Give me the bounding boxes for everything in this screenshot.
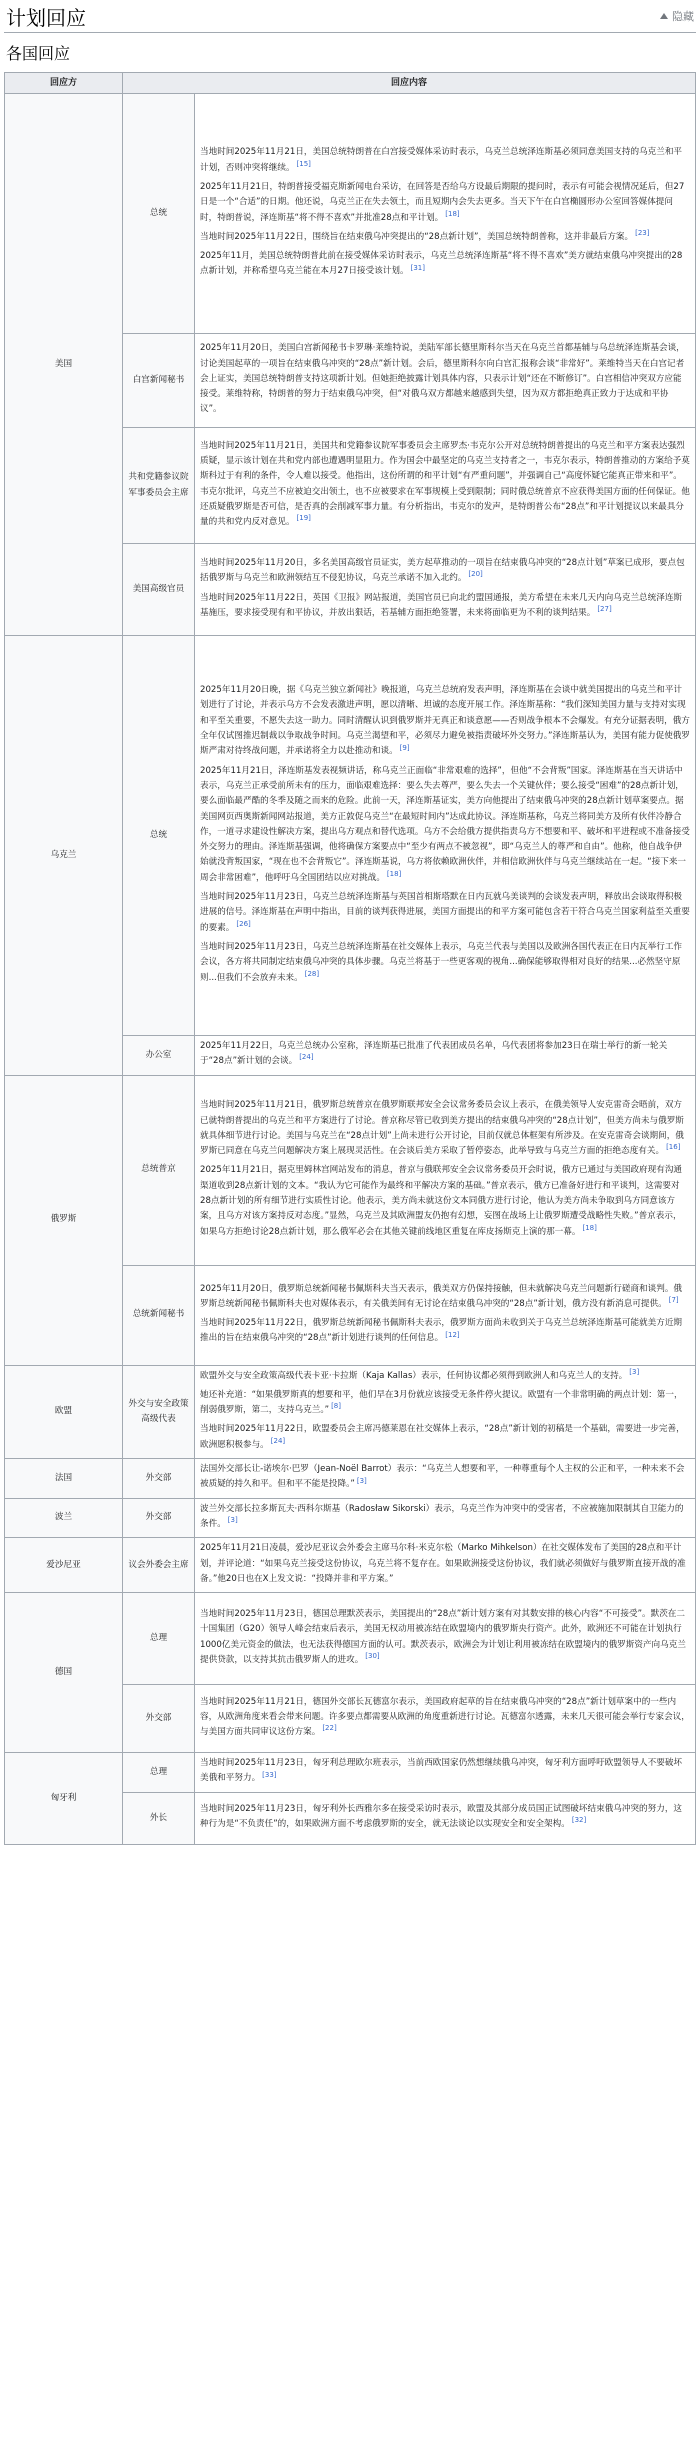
citation-link[interactable]: [12]: [445, 1330, 460, 1339]
role-cell: 外长: [123, 1792, 195, 1844]
response-text: 2025年11月22日，乌克兰总统办公室称，泽连斯基已批准了代表团成员名单，乌代表团将参加23日在瑞士举行的新一轮关于“28点”新计划的会谈。: [200, 1041, 668, 1067]
citation-link[interactable]: [32]: [571, 1816, 587, 1825]
role-cell: 总理: [123, 1753, 195, 1793]
response-text: 2025年11月21日，特朗普接受福克斯新闻电台采访，在回答是否给乌方设最后期限的提问时，表示有可能会视情况延后，但27日是一个“合适”的日期。他还说，乌克兰正在失去领土，而且短期内会失去更多。当天下午在白宫椭圆形办公室回答媒体提问时，特朗普说，泽连斯基“将不得不喜欢”并批准28点和平计划。: [200, 181, 685, 223]
response-text: 当地时间2025年11月23日，乌克兰总统泽连斯基与英国首相斯塔默在日内瓦就乌美谈判的会谈发表声明，释放出会谈取得积极进展的信号。泽连斯基在声明中指出，目前的谈判获得进展，美国方面提出的和平方案可能包含若干符合乌克兰国家利益至关重要的要素。: [200, 892, 690, 933]
party-cell: 德国: [5, 1593, 123, 1753]
content-cell: [195, 94, 696, 334]
content-cell: [195, 428, 696, 544]
response-text: 波兰外交部长拉多斯瓦夫·西科尔斯基（Radosław Sikorski）表示，乌克兰作为冲突中的受害者，不应被施加限制其自卫能力的条件。: [200, 1503, 684, 1529]
header-party: 回应方: [5, 73, 123, 94]
response-paragraph: [200, 249, 690, 280]
party-cell: 爱沙尼亚: [5, 1538, 123, 1593]
section-header: [4, 0, 696, 33]
response-paragraph: [200, 1802, 690, 1833]
citation-link[interactable]: [23]: [635, 228, 650, 237]
citation-link[interactable]: [27]: [597, 604, 612, 613]
citation-link[interactable]: [28]: [304, 969, 320, 978]
response-text: 当地时间2025年11月23日，乌克兰总统泽连斯基在社交媒体上表示，乌克兰代表与美国以及欧洲各国代表正在日内瓦举行工作会议，各方将共同制定结束俄乌冲突的具体步骤。乌克兰将基于一些更客观的视角...确保能够取得相对良好的结果...必然坚守原则...但我们不会放弃未来。: [200, 941, 683, 983]
response-paragraph: [200, 1462, 690, 1493]
content-cell: [195, 1593, 696, 1685]
response-text: 当地时间2025年11月21日，德国外交部长瓦德富尔表示，美国政府起草的旨在结束俄乌冲突的“28点”新计划草案中的一些内容，从欧洲角度来看会带来问题。许多要点都需要从欧洲的角度重新进行讨论。瓦德富尔透露，未来几天很可能会举行专家会议，与美国方面共同审议这份方案。: [200, 1696, 690, 1738]
response-paragraph: [200, 230, 690, 245]
response-text: 当地时间2025年11月22日，欧盟委员会主席冯德莱恩在社交媒体上表示，“28点”新计划的初稿是一个基础，需要进一步完善，欧洲愿积极参与。: [200, 1424, 685, 1450]
response-text: 2025年11月20日晚，据《乌克兰独立新闻社》晚报道，乌克兰总统府发表声明，泽连斯基在会谈中就美国提出的乌克兰和平计划进行了讨论，并表示乌方不会发表激进声明，愿以清晰、坦诚的态度开展工作。泽连斯基称：“我们深知美国力量与支持对实现和平至关重要，不愿失去这一助力。同时清醒认识到俄罗斯并无真正和谈意愿——否则战争根本不会爆发。有充分证据表明，俄方全年仅试图推迟制裁以争取战争时间。乌克兰渴望和平，必须尽力避免被指责破坏外交努力。”泽连斯基认为，美国有能力促使俄罗斯严肃对待终战问题，并承诺将全力以赴推动和谈。: [200, 685, 690, 757]
subsection-title: 各国回应: [6, 44, 71, 63]
response-text: 2025年11月20日，俄罗斯总统新闻秘书佩斯科夫当天表示，俄美双方仍保持接触，但未就解决乌克兰问题新行磋商和谈判。俄罗斯总统新闻秘书佩斯科夫也对媒体表示，有关俄美间有无讨论在结束俄乌冲突的“28点”新计划，俄方没有新消息可提供。: [200, 1283, 683, 1309]
citation-link[interactable]: [9]: [399, 743, 410, 752]
content-cell: [195, 1538, 696, 1593]
party-cell: 波兰: [5, 1498, 123, 1538]
response-paragraph: [200, 145, 690, 176]
response-text: 当地时间2025年11月23日，德国总理默茨表示，美国提出的“28点”新计划方案有对其数安排的核心内容“不可接受”。默茨在二十国集团（G20）领导人峰会结束后表示，美国无权动用被冻结在欧盟境内的俄罗斯央行资产。此外，欧洲还不可能在计划执行1000亿美元资金的做法，也无法获得德国方面的认可。默茨表示，欧洲会为计划让利用被冻结在欧盟境内的俄罗斯资产向乌克兰提供贷款，以支持其抗击俄罗斯人的进攻。: [200, 1609, 686, 1665]
role-cell: 总统普京: [123, 1075, 195, 1265]
party-cell: 乌克兰: [5, 636, 123, 1076]
party-cell: 美国: [5, 94, 123, 636]
content-cell: [195, 334, 696, 428]
party-cell: 法国: [5, 1459, 123, 1499]
section-title: 计划回应: [6, 5, 86, 30]
table-row: [5, 636, 696, 1036]
responses-table: [4, 72, 696, 1845]
response-text: 当地时间2025年11月21日，美国总统特朗普在白宫接受媒体采访时表示，乌克兰总统泽连斯基必须同意美国支持的乌克兰和平计划，否则冲突将继续。: [200, 147, 683, 173]
response-paragraph: [200, 1316, 690, 1347]
table-body: [5, 94, 696, 1845]
response-paragraph: [200, 764, 690, 886]
collapse-label: 隐藏: [672, 10, 694, 23]
content-cell: [195, 1459, 696, 1499]
role-cell: 共和党籍参议院军事委员会主席: [123, 428, 195, 544]
citation-link[interactable]: [30]: [365, 1652, 380, 1661]
response-text: 当地时间2025年11月22日，英国《卫报》网站报道，美国官员已向北约盟国通报，美方希望在未来几天内向乌克兰总统泽连斯基施压，要求接受现有和平协议，并放出狠话，若基辅方面拒绝签署，未来将面临更为不利的谈判结果。: [200, 592, 683, 618]
content-cell: [195, 1792, 696, 1844]
response-paragraph: [200, 1369, 690, 1384]
response-paragraph: [200, 1098, 690, 1159]
citation-link[interactable]: [18]: [445, 209, 460, 218]
role-cell: 议会外委会主席: [123, 1538, 195, 1593]
role-cell: 总统: [123, 636, 195, 1036]
response-text: 当地时间2025年11月21日，美国共和党籍参议院军事委员会主席罗杰·韦克尔公开对总统特朗普提出的乌克兰和平方案表达强烈质疑，显示该计划在共和党内部也遭遇明显阻力。作为国会中最坚定的乌克兰支持者之一，韦克尔表示，特朗普推动的方案给予莫斯科过于有利的条件，令人难以接受。他指出，这份所谓的和平计划“有严重问题”，并强调自己“高度怀疑它能真正带来和平”。韦克尔批评，乌克兰不应被迫交出领土，也不应被要求在军事规模上受到限制；同时俄总统普京不应获得美国方面的任何保证。他还质疑俄罗斯是否可信，是否真的会削减军事力量。有分析指出，韦克尔的发声，是特朗普公布“28点”和平计划提议以来最具分量的共和党内反对意见。: [200, 440, 690, 528]
response-paragraph: [200, 890, 690, 936]
citation-link[interactable]: [18]: [582, 1223, 597, 1232]
response-text: 欧盟外交与安全政策高级代表卡亚·卡拉斯（Kaja Kallas）表示，任何协议都必须得到欧洲人和乌克兰人的支持。: [200, 1370, 628, 1381]
role-cell: 外交部: [123, 1459, 195, 1499]
table-row: [5, 1075, 696, 1265]
response-paragraph: [200, 1163, 690, 1239]
content-cell: [195, 636, 696, 1036]
response-paragraph: [200, 591, 690, 622]
content-cell: [195, 544, 696, 636]
response-text: 当地时间2025年11月23日，匈牙利总理欧尔班表示，当前西欧国家仍然想继续俄乌冲突，匈牙利方面呼吁欧盟领导人不要破坏美俄和平努力。: [200, 1758, 683, 1784]
response-paragraph: [200, 1282, 690, 1313]
response-text: 2025年11月，美国总统特朗普此前在接受媒体采访时表示，乌克兰总统泽连斯基“将不得不喜欢”美方就结束俄乌冲突提出的28点新计划，并称希望乌克兰能在本月27日接受该计划。: [200, 251, 683, 277]
response-paragraph: [200, 1607, 690, 1668]
citation-link[interactable]: [16]: [666, 1143, 681, 1152]
citation-link[interactable]: [24]: [299, 1053, 314, 1062]
response-paragraph: [200, 1388, 690, 1419]
header-content: 回应内容: [123, 73, 696, 94]
response-text: 当地时间2025年11月22日，俄罗斯总统新闻秘书佩斯科夫表示，俄罗斯方面尚未收到关于乌克兰总统泽连斯基可能就美方近期推出的旨在结束俄乌冲突的“28点”新计划进行谈判的任何信息。: [200, 1318, 683, 1344]
content-cell: [195, 1498, 696, 1538]
citation-link[interactable]: [3]: [629, 1367, 640, 1376]
table-row: [5, 1365, 696, 1458]
citation-link[interactable]: [3]: [356, 1476, 367, 1485]
response-paragraph: [200, 1541, 690, 1587]
response-paragraph: [200, 556, 690, 587]
response-text: 她还补充道：“如果俄罗斯真的想要和平，他们早在3月份就应该接受无条件停火提议。欧盟有一个非常明确的两点计划：第一，削弱俄罗斯，第二，支持乌克兰。”: [200, 1389, 683, 1416]
response-text: 2025年11月21日，据克里姆林宫网站发布的消息，普京与俄联邦安全会议常务委员开会时说，俄方已通过与美国政府现有沟通渠道收到28点新计划的文本。“我认为它可能作为最终和平解决方案的基础。”普京表示，俄方已准备好进行和平谈判，这需要对28点新计划的所有细节进行实质性讨论。他表示，美方尚未就这份文本同俄方进行讨论，他认为美方尚未争取到乌方同意该方案，且乌方对该方案持反对态度。”显然，乌克兰及其欧洲盟友仍抱有幻想，妄图在战场上让俄罗斯遭受战略性失败。”普京表示，如果乌方拒绝讨论28点新计划，那么俄军必会在其他关键前线地区重复在库皮扬斯克上演的那一幕。: [200, 1165, 683, 1237]
table-row: [5, 1498, 696, 1538]
response-text: 2025年11月21日凌晨，爱沙尼亚议会外委会主席马尔科·米克尔松（Marko Mihkelson）在社交媒体发布了美国的28点和平计划，并评论道：“如果乌克兰接受这份协议，乌克兰将不复存在。如果欧洲接受这份协议，我们就必须做好与俄罗斯直接开战的准备。”他20日也在X上发文说：“投降并非和平方案。”: [200, 1543, 686, 1584]
citation-link[interactable]: [20]: [468, 570, 483, 579]
citation-link[interactable]: [33]: [262, 1770, 277, 1779]
role-cell: 外交部: [123, 1685, 195, 1753]
table-row: [5, 1459, 696, 1499]
role-cell: 总统: [123, 94, 195, 334]
citation-link[interactable]: [8]: [331, 1402, 341, 1411]
response-paragraph: [200, 180, 690, 226]
table-row: [5, 94, 696, 334]
citation-link[interactable]: [24]: [270, 1436, 286, 1445]
party-cell: 匈牙利: [5, 1753, 123, 1845]
response-paragraph: [200, 1502, 690, 1533]
role-cell: 总统新闻秘书: [123, 1265, 195, 1365]
role-cell: 外交与安全政策高级代表: [123, 1365, 195, 1458]
party-cell: 俄罗斯: [5, 1075, 123, 1365]
response-paragraph: [200, 439, 690, 531]
table-row: [5, 1538, 696, 1593]
role-cell: 总理: [123, 1593, 195, 1685]
response-paragraph: [200, 1039, 690, 1070]
citation-link[interactable]: [31]: [410, 263, 425, 272]
response-text: 法国外交部长让-诺埃尔·巴罗（Jean-Noël Barrot）表示：“乌克兰人想要和平，一种尊重每个人主权的公正和平，一种未来不会被质疑的持久和平。但和平不能是投降。”: [200, 1464, 685, 1490]
citation-link[interactable]: [26]: [236, 919, 251, 928]
citation-link[interactable]: [7]: [668, 1295, 679, 1304]
content-cell: [195, 1685, 696, 1753]
citation-link[interactable]: [18]: [386, 869, 402, 878]
content-cell: [195, 1265, 696, 1365]
citation-link[interactable]: [22]: [322, 1724, 337, 1733]
table-header-row: [5, 73, 696, 94]
response-paragraph: [200, 940, 690, 986]
role-cell: 美国高级官员: [123, 544, 195, 636]
table-row: [5, 1753, 696, 1793]
citation-link[interactable]: [15]: [296, 159, 311, 168]
response-text: 当地时间2025年11月20日，多名美国高级官员证实，美方起草推动的一项旨在结束俄乌冲突的“28点计划”草案已成形，要点包括俄罗斯与乌克兰和欧洲领结互不侵犯协议，乌克兰承诺不加入北约。: [200, 557, 685, 584]
role-cell: 外交部: [123, 1498, 195, 1538]
content-cell: [195, 1753, 696, 1793]
response-text: 当地时间2025年11月22日，围绕旨在结束俄乌冲突提出的“28点新计划”，美国总统特朗普称，这并非最后方案。: [200, 231, 634, 242]
citation-link[interactable]: [3]: [227, 1516, 238, 1525]
collapse-arrow-icon: [660, 13, 668, 19]
response-paragraph: [200, 1422, 690, 1453]
response-text: 2025年11月21日，泽连斯基发表视频讲话，称乌克兰正面临“非常艰难的选择”，但他“不会背叛”国家。泽连斯基在当天讲话中表示，乌克兰正承受前所未有的压力，面临艰难选择：要么失去尊严，要么失去一个关键伙伴；要么接受“困难”的28点新计划，要么面临最严酷的冬季及随之而来的危险。此前一天，泽连斯基证实，美方向他提出了结束俄乌冲突的28点新计划草案要点。据美国网页西奥斯新闻网站报道，美方正敦促乌克兰“在最短时间内”达成此协议。泽连斯基称，乌克兰将同美方及所有伙伴冷静合作，一道寻求建设性解决方案，提出乌方观点和替代选项。乌方不会给俄方提供指责乌方不想要和平、破坏和平进程或不准备接受外交努力的理由。泽连斯基强调，他将确保方案要点中“至少有两点不被忽视”，即“乌克兰人的尊严和自由”。他称，他自战争伊始就没背叛国家，“现在也不会背叛它”。泽连斯基说，乌方将依赖欧洲伙伴，并相信欧洲伙伴与乌克兰继续站在一起。“接下来一周会非常困难”，他呼吁乌全国团结以应对挑战。: [200, 765, 690, 883]
response-text: 2025年11月20日，美国白宫新闻秘书卡罗琳·莱维特说，美陆军部长德里斯科尔当天在乌克兰首都基辅与乌总统泽连斯基会谈，讨论美国起草的一项旨在结束俄乌冲突的“28点”新计划。会后，德里斯科尔向白宫汇报称会谈“非常好”。莱维特当天在白宫记者会上证实，美国总统特朗普支持这项新计划。但她拒绝披露计划具体内容，只表示计划“还在不断修订”。白宫相信冲突双方应能接受。莱维特称，特朗普的努力于结束俄乌冲突，但“对俄乌双方都越来越感到失望，因为双方都拒绝真正致力于达成和平协议”。: [200, 343, 685, 415]
response-paragraph: [200, 683, 690, 759]
response-text: 当地时间2025年11月23日，匈牙利外长西雅尔多在接受采访时表示，欧盟及其部分成员国正试图破坏结束俄乌冲突的努力，这种行为是“不负责任”的，如果欧洲方面不考虑俄罗斯的安全，就无法谈论以实现安全和安全架构。: [200, 1803, 683, 1830]
party-cell: 欧盟: [5, 1365, 123, 1458]
response-paragraph: [200, 1756, 690, 1787]
response-text: 当地时间2025年11月21日，俄罗斯总统普京在俄罗斯联邦安全会议常务委员会议上表示，在俄美领导人安克雷奇会晤前，双方已就特朗普提出的乌克兰和平方案进行了讨论。普京称尽管已收到美方提出的结束俄乌冲突的“28点计划”，但美方尚未与俄罗斯就具体细节进行讨论。美国与乌克兰在“28点计划”上尚未进行公开讨论，目前仅就总体框架有所涉及。在安克雷奇会谈期间，俄罗斯已同意在乌克兰问题解决方案上展现灵活性。在会谈后美方采取了暂停姿态，此举导致与乌克兰方面的拒绝态度有关。: [200, 1100, 684, 1157]
content-cell: [195, 1036, 696, 1076]
response-paragraph: [200, 1695, 690, 1741]
content-cell: [195, 1075, 696, 1265]
content-cell: [195, 1365, 696, 1458]
collapse-toggle[interactable]: [660, 8, 694, 24]
citation-link[interactable]: [19]: [296, 514, 311, 523]
response-paragraph: [200, 341, 690, 417]
table-row: [5, 1593, 696, 1685]
role-cell: 白宫新闻秘书: [123, 334, 195, 428]
role-cell: 办公室: [123, 1036, 195, 1076]
